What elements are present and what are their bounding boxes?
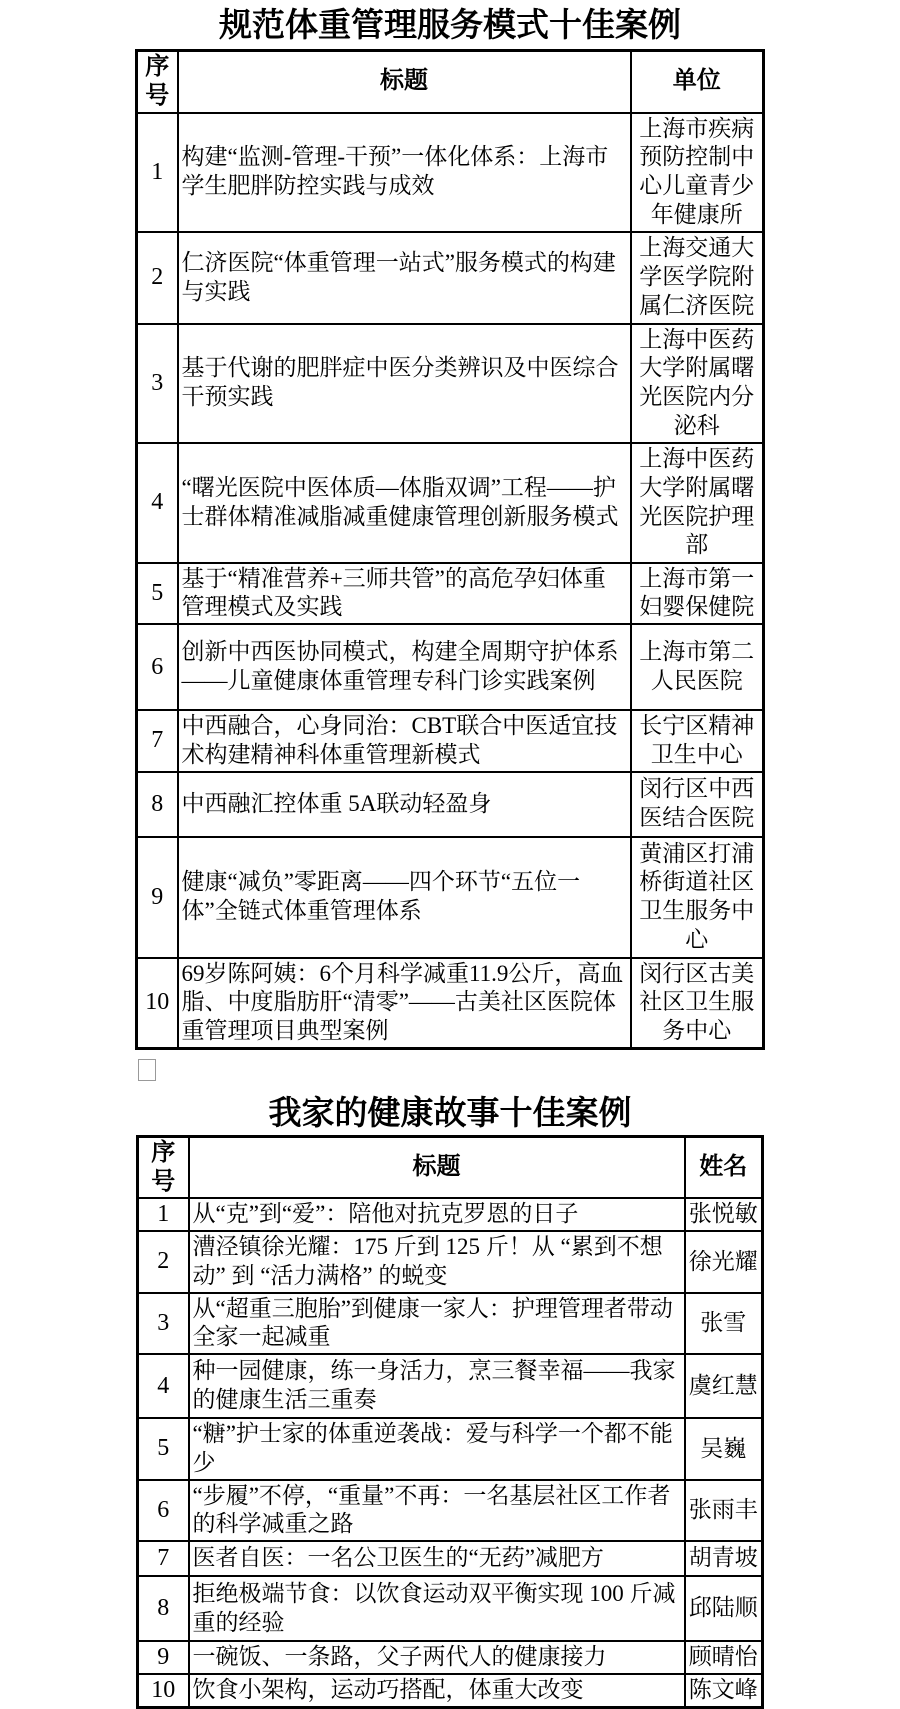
table-row xyxy=(137,710,764,772)
row-title: 饮食小架构，运动巧搭配，体重大改变 xyxy=(189,1674,685,1707)
row-title: “糖”护士家的体重逆袭战：爱与科学一个都不能少 xyxy=(189,1418,685,1480)
row-index: 8 xyxy=(138,1576,189,1641)
table-row xyxy=(137,958,764,1049)
table-row xyxy=(138,1198,763,1231)
row-title: 中西融合，心身同治：CBT联合中医适宜技术构建精神科体重管理新模式 xyxy=(178,710,631,772)
row-title: 构建“监测-管理-干预”一体化体系：上海市学生肥胖防控实践与成效 xyxy=(178,113,631,232)
row-org: 长宁区精神卫生中心 xyxy=(631,710,764,772)
row-name: 张悦敏 xyxy=(685,1198,763,1231)
row-index: 7 xyxy=(137,710,178,772)
table-row xyxy=(138,1293,763,1355)
row-name: 虞红慧 xyxy=(685,1354,763,1418)
row-org: 上海交通大学医学院附属仁济医院 xyxy=(631,232,764,324)
table-row xyxy=(138,1641,763,1674)
row-title: 仁济医院“体重管理一站式”服务模式的构建与实践 xyxy=(178,232,631,324)
table-row xyxy=(137,232,764,324)
row-title: 健康“减负”零距离——四个环节“五位一体”全链式体重管理体系 xyxy=(178,837,631,958)
row-index: 2 xyxy=(138,1231,189,1293)
row-org: 闵行区古美社区卫生服务中心 xyxy=(631,958,764,1049)
row-name: 张雨丰 xyxy=(685,1480,763,1542)
row-title: 医者自医：一名公卫医生的“无药”减肥方 xyxy=(189,1541,685,1576)
document-page xyxy=(0,7,900,1709)
row-index: 4 xyxy=(138,1354,189,1418)
row-org: 上海市疾病预防控制中心儿童青少年健康所 xyxy=(631,113,764,232)
table-row xyxy=(138,1576,763,1641)
row-index: 10 xyxy=(138,1674,189,1707)
row-index: 5 xyxy=(137,563,178,625)
row-title: 69岁陈阿姨：6个月科学减重11.9公斤，高血脂、中度脂肪肝“清零”——古美社区医院体重管理项目典型案例 xyxy=(178,958,631,1049)
table-row xyxy=(137,563,764,625)
row-title: “步履”不停，“重量”不再：一名基层社区工作者的科学减重之路 xyxy=(189,1480,685,1542)
row-index: 9 xyxy=(137,837,178,958)
table2-title: 我家的健康故事十佳案例 xyxy=(268,1093,632,1131)
table-row xyxy=(137,624,764,710)
table2-header-title: 标题 xyxy=(189,1136,685,1198)
table-row xyxy=(138,1231,763,1293)
table1-header-title: 标题 xyxy=(178,50,631,112)
row-org: 上海中医药大学附属曙光医院护理部 xyxy=(631,443,764,563)
row-name: 徐光耀 xyxy=(685,1231,763,1293)
row-index: 5 xyxy=(138,1418,189,1480)
row-index: 9 xyxy=(138,1641,189,1674)
table2-header-index: 序号 xyxy=(138,1136,189,1198)
table1-header-index: 序号 xyxy=(137,50,178,112)
row-org: 黄浦区打浦桥街道社区卫生服务中心 xyxy=(631,837,764,958)
table1 xyxy=(135,49,765,1050)
row-title: “曙光医院中医体质—体脂双调”工程——护士群体精准减脂减重健康管理创新服务模式 xyxy=(178,443,631,563)
row-name: 邱陆顺 xyxy=(685,1576,763,1641)
row-org: 上海中医药大学附属曙光医院内分泌科 xyxy=(631,324,764,443)
row-index: 2 xyxy=(137,232,178,324)
missing-glyph-box xyxy=(138,1059,156,1081)
row-index: 7 xyxy=(138,1541,189,1576)
table-row xyxy=(137,837,764,958)
row-index: 1 xyxy=(138,1198,189,1231)
row-index: 3 xyxy=(137,324,178,443)
table-row xyxy=(137,113,764,232)
table2 xyxy=(136,1135,764,1709)
table2-header-row xyxy=(138,1136,763,1198)
row-name: 吴巍 xyxy=(685,1418,763,1480)
row-name: 顾晴怡 xyxy=(685,1641,763,1674)
row-name: 陈文峰 xyxy=(685,1674,763,1707)
row-index: 1 xyxy=(137,113,178,232)
table1-header-org: 单位 xyxy=(631,50,764,112)
table-row xyxy=(138,1480,763,1542)
table-row xyxy=(138,1674,763,1707)
row-index: 10 xyxy=(137,958,178,1049)
row-title: 基于“精准营养+三师共管”的高危孕妇体重管理模式及实践 xyxy=(178,563,631,625)
row-org: 上海市第一妇婴保健院 xyxy=(631,563,764,625)
table-row xyxy=(137,443,764,563)
row-index: 3 xyxy=(138,1293,189,1355)
row-index: 8 xyxy=(137,772,178,837)
row-title: 漕泾镇徐光耀：175 斤到 125 斤！从 “累到不想动” 到 “活力满格” 的蜕变 xyxy=(189,1231,685,1293)
row-name: 胡青坡 xyxy=(685,1541,763,1576)
table1-header-row xyxy=(137,50,764,112)
table2-header-name: 姓名 xyxy=(685,1136,763,1198)
table-row xyxy=(137,324,764,443)
table1-title: 规范体重管理服务模式十佳案例 xyxy=(219,6,681,43)
row-title: 拒绝极端节食：以饮食运动双平衡实现 100 斤减重的经验 xyxy=(189,1576,685,1641)
row-index: 6 xyxy=(138,1480,189,1542)
row-index: 6 xyxy=(137,624,178,710)
table-row xyxy=(137,772,764,837)
row-title: 基于代谢的肥胖症中医分类辨识及中医综合干预实践 xyxy=(178,324,631,443)
row-name: 张雪 xyxy=(685,1293,763,1355)
row-title: 一碗饭、一条路，父子两代人的健康接力 xyxy=(189,1641,685,1674)
row-org: 闵行区中西医结合医院 xyxy=(631,772,764,837)
row-title: 从“超重三胞胎”到健康一家人：护理管理者带动全家一起减重 xyxy=(189,1293,685,1355)
table-row xyxy=(138,1418,763,1480)
table-row xyxy=(138,1541,763,1576)
row-title: 种一园健康，练一身活力，烹三餐幸福——我家的健康生活三重奏 xyxy=(189,1354,685,1418)
row-title: 创新中西医协同模式，构建全周期守护体系 ——儿童健康体重管理专科门诊实践案例 xyxy=(178,624,631,710)
row-org: 上海市第二人民医院 xyxy=(631,624,764,710)
row-title: 从“克”到“爱”：陪他对抗克罗恩的日子 xyxy=(189,1198,685,1231)
row-title: 中西融汇控体重 5A联动轻盈身 xyxy=(178,772,631,837)
row-index: 4 xyxy=(137,443,178,563)
table-row xyxy=(138,1354,763,1418)
